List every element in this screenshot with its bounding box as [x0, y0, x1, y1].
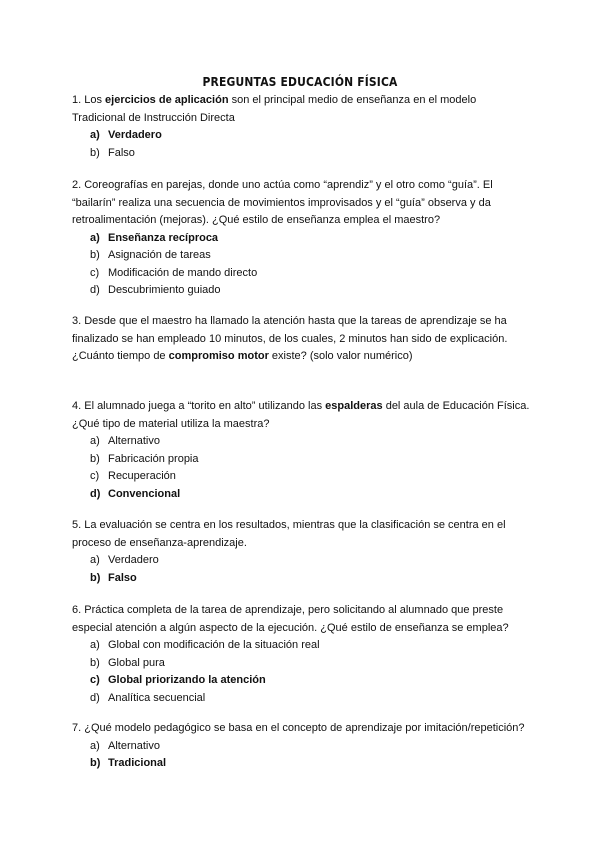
question-text-segment: 7. ¿Qué modelo pedagógico se basa en el concepto de aprendizaje por imitación/repetición? [72, 722, 525, 734]
question-text-segment: existe? (solo valor numérico) [268, 350, 413, 362]
option-text: Descubrimiento guiado [108, 284, 221, 296]
option-letter: b) [90, 757, 101, 769]
question-5 [72, 517, 532, 587]
answer-option-correct [72, 127, 532, 145]
option-letter: b) [90, 146, 100, 159]
answer-option-correct [72, 230, 532, 248]
answer-option-correct [72, 672, 532, 690]
answer-option-correct [72, 755, 532, 773]
option-letter: a) [90, 435, 100, 447]
answer-option [72, 738, 532, 756]
option-text: Asignación de tareas [108, 249, 211, 261]
answer-options [72, 738, 532, 773]
question-1 [72, 92, 532, 162]
answer-option [72, 265, 532, 283]
question-text [72, 720, 532, 738]
option-text: Global priorizando la atención [108, 674, 266, 686]
option-letter: a) [90, 639, 100, 651]
question-text-bold: ejercicios de aplicación [105, 94, 229, 106]
question-text [72, 517, 532, 552]
question-6 [72, 602, 532, 707]
question-text [72, 92, 532, 127]
option-text: Enseñanza recíproca [108, 231, 219, 244]
option-letter: c) [90, 266, 100, 279]
answer-option [72, 468, 532, 486]
question-text-segment: del aula de Educación Física. ¿Qué tipo de material utiliza la maestra? [72, 400, 530, 430]
option-text: Verdadero [108, 129, 162, 141]
answer-options [72, 433, 532, 503]
option-letter: a) [90, 739, 100, 752]
option-letter: b) [90, 452, 100, 465]
question-text-segment: 4. El alumnado juega a “torito en alto” utilizando las [72, 400, 326, 412]
question-text [72, 398, 532, 433]
option-letter: c) [90, 674, 100, 686]
answer-option [72, 433, 532, 451]
answer-options [72, 127, 532, 162]
answer-options [72, 552, 532, 587]
option-letter: b) [90, 571, 101, 584]
option-text: Convencional [108, 487, 181, 500]
question-text-bold: compromiso motor [168, 350, 269, 362]
answer-option [72, 282, 532, 300]
question-2 [72, 177, 532, 300]
option-text: Alternativo [108, 435, 160, 447]
option-text: Falso [108, 146, 135, 159]
question-text [72, 313, 532, 366]
question-3 [72, 313, 532, 366]
option-letter: d) [90, 284, 100, 296]
answer-option [72, 451, 532, 469]
option-text: Verdadero [108, 554, 159, 566]
option-text: Recuperación [108, 470, 176, 482]
question-text-bold: espalderas [325, 400, 383, 412]
option-letter: b) [90, 656, 100, 669]
option-letter: b) [90, 249, 100, 261]
question-text-segment: 3. Desde que el maestro ha llamado la atención hasta que la tareas de aprendizaje se ha finalizado se han empleado 10 minutos, de los cuales, 2 minutos han sido de explicación. ¿Cuánto tiempo de [72, 315, 508, 362]
question-text-segment: 5. La evaluación se centra en los resultados, mientras que la clasificación se centra en el proceso de enseñanza-aprendizaje. [72, 519, 506, 549]
option-text: Alternativo [108, 739, 160, 752]
question-text-segment: son el principal medio de enseñanza en el modelo Tradicional de Instrucción Directa [72, 94, 477, 124]
option-text: Global con modificación de la situación real [108, 639, 320, 651]
option-text: Analítica secuencial [108, 691, 206, 704]
answer-option [72, 145, 532, 163]
question-text [72, 602, 532, 637]
answer-option [72, 247, 532, 265]
option-letter: d) [90, 691, 100, 704]
question-text-segment: 1. Los [72, 94, 106, 106]
question-text [72, 177, 532, 230]
answer-option [72, 552, 532, 570]
page-title: PREGUNTAS EDUCACIÓN FÍSICA [202, 74, 398, 89]
answer-options [72, 637, 532, 707]
answer-options [72, 230, 532, 300]
option-text: Falso [108, 571, 137, 584]
option-letter: c) [90, 470, 100, 482]
answer-option [72, 690, 532, 708]
option-text: Tradicional [108, 757, 167, 769]
option-text: Fabricación propia [108, 452, 199, 465]
option-letter: a) [90, 554, 100, 566]
question-text-segment: 6. Práctica completa de la tarea de aprendizaje, pero solicitando al alumnado que preste especial atención a algún aspecto de la ejecución. ¿Qué estilo de enseñanza se emplea? [72, 604, 509, 634]
question-7 [72, 720, 532, 773]
question-text-segment: 2. Coreografías en parejas, donde uno actúa como “aprendiz” y el otro como “guía”. El “bailarín” realiza una secuencia de movimientos improvisados y el “guía” observa y da retroalimentación (mejoras). ¿Qué estilo de enseñanza emplea el maestro? [72, 179, 493, 226]
option-letter: d) [90, 487, 101, 500]
option-text: Modificación de mando directo [108, 266, 258, 279]
answer-option [72, 637, 532, 655]
option-letter: a) [90, 231, 100, 244]
option-text: Global pura [108, 656, 165, 669]
answer-option-correct [72, 570, 532, 588]
answer-option [72, 655, 532, 673]
option-letter: a) [90, 129, 100, 141]
question-4 [72, 398, 532, 503]
answer-option-correct [72, 486, 532, 504]
